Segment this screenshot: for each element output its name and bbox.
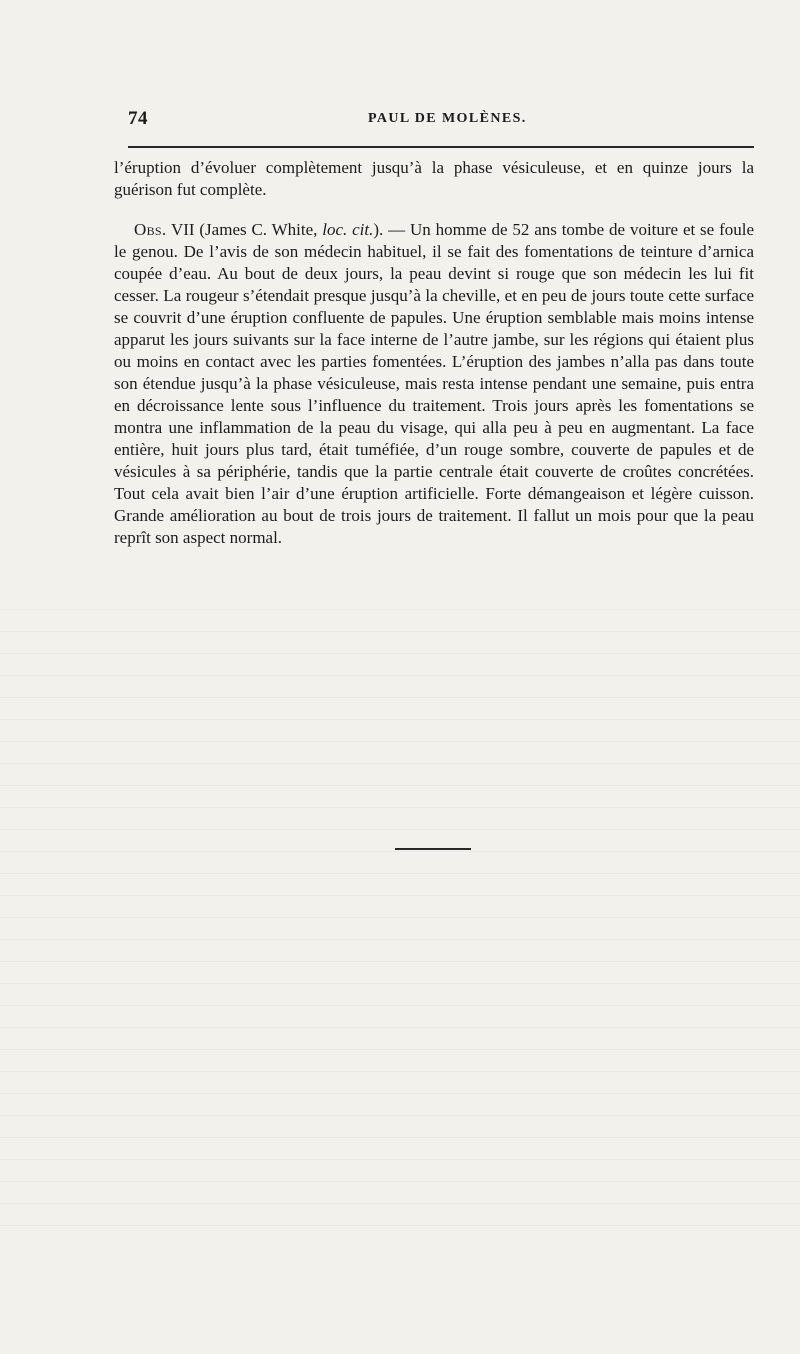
- citation-italic: loc. cit.: [322, 220, 374, 239]
- main-text: [114, 157, 754, 549]
- page-header: [128, 108, 754, 132]
- page-number: 74: [128, 108, 148, 129]
- paragraph-continuation: l’éruption d’évoluer complètement jusqu’à la phase vésiculeuse, et en quinze jours la guérison fut complète.: [114, 158, 754, 199]
- section-separator: [395, 848, 471, 850]
- observation-text: ). — Un homme de 52 ans tombe de voiture et se foule le genou. De l’avis de son médecin habituel, il se fait des fomentations de teinture d’arnica coupée d’eau. Au bout de deux jours, la peau devint si rouge que son médecin les lui fit cesser. La rougeur s’étendait presque jusqu’à la cheville, et en peu de jours toute cette surface se couvrit d’une éruption confluente de papules. Une éruption semblable mais moins intense apparut les jours suivants sur la face interne de l’autre jambe, sur les régions qui étaient plus ou moins en contact avec les parties fomentées. L’éruption des jambes n’alla pas dans toute son étendue jusqu’à la phase vésiculeuse, mais resta intense pendant une semaine, puis entra en décroissance lente sous l’influence du traitement. Trois jours après les fomentations se montra une inflammation de la peau du visage, qui alla peu à peu en augmentant. La face entière, huit jours plus tard, était tuméfiée, d’un rouge sombre, couverte de papules et de vésicules à sa périphérie, tandis que la partie centrale était couverte de croûtes concrétées. Tout cela avait bien l’air d’une éruption artificielle. Forte démangeaison et légère cuisson. Grande amélioration au bout de trois jours de traitement. Il fallut un mois pour que la peau reprît son aspect normal.: [114, 220, 755, 547]
- observation-source: VII (James C. White,: [166, 220, 323, 239]
- observation-label: Obs.: [134, 220, 167, 239]
- running-head: PAUL DE MOLÈNES.: [368, 111, 527, 126]
- paragraph-observation-vii: [114, 219, 754, 549]
- header-rule: [128, 146, 754, 148]
